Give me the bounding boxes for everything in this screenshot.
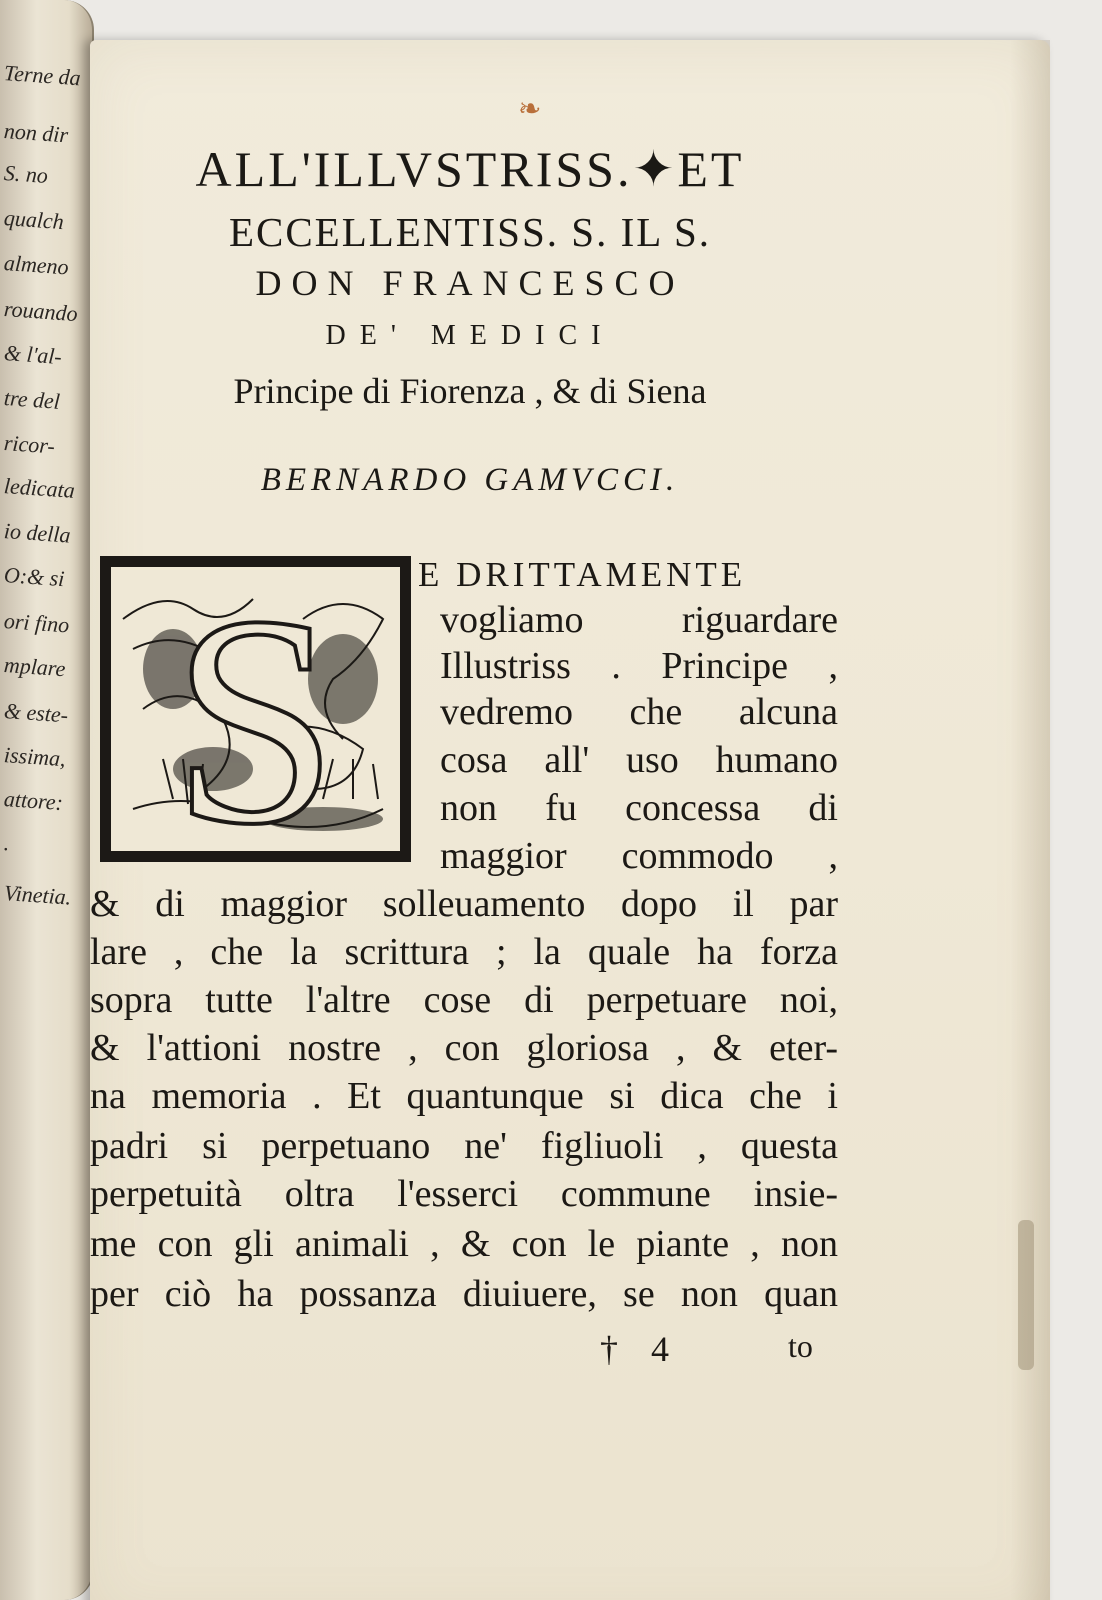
left-page-line: tre del [3,385,61,414]
title-line-1: ALL'ILLVSTRISS.✦ET [195,141,745,197]
author-line: BERNARDO GAMVCCI. [260,462,680,498]
body-line: vogliamo riguardare [440,599,838,641]
body-line: Illustriss . Principe , [440,645,838,687]
left-page-line: ledicata [3,473,76,503]
title-line-2: ECCELLENTISS. S. IL S. [228,209,712,255]
left-page-line: qualch [3,205,65,235]
body-line: padri si perpetuano ne' figliuoli , questa [90,1125,838,1167]
left-page-line: ori fino [3,608,71,638]
left-page-line: attore: [3,786,64,816]
left-page-line: non dir [3,118,69,148]
left-page-line: Vinetia. [3,880,73,910]
title-line-4: DE' MEDICI [325,320,615,351]
left-page-line: S. no [3,160,49,189]
title-line-3: DON FRANCESCO [255,263,685,303]
body-line: cosa all' uso humano [440,739,838,781]
body-line: & di maggior solleuamento dopo il par [90,883,838,925]
left-page-line: & l'al- [3,340,63,370]
left-page-line: . [3,830,11,856]
ornament-icon: ❧ [518,92,542,125]
left-page-line: io della [3,518,72,548]
body-line: & l'attioni nostre , con gloriosa , & eter- [90,1027,838,1069]
left-page-line: O:& si [3,562,66,592]
body-line: per ciò ha possanza diuiuere, se non quan [90,1273,838,1315]
body-first-line: E DRITTAMENTE [418,555,747,594]
initial-letter: S [171,559,339,859]
left-page-line: ricor- [3,430,56,459]
body-line: me con gli animali , & con le piante , non [90,1223,838,1265]
left-facing-page [0,0,94,1600]
left-page-line: mplare [3,652,67,682]
body-line: na memoria . Et quantunque si dica che i [90,1075,838,1117]
woodcut-initial-s [100,556,411,862]
page-stain [1018,1220,1034,1370]
body-line: perpetuità oltra l'esserci commune insie- [90,1173,838,1215]
body-line: maggior commodo , [440,835,838,877]
body-line: vedremo che alcuna [440,691,838,733]
left-page-line: almeno [3,250,70,280]
woodcut-illustration [103,559,408,859]
left-page-line: Terne da [3,60,82,91]
body-line: sopra tutte l'altre cose di perpetuare noi, [90,979,838,1021]
signature-mark: † 4 [600,1329,681,1369]
left-page-line: rouando [3,296,79,327]
catchword: to [788,1328,813,1364]
left-page-line: & este- [3,698,69,728]
body-line: lare , che la scrittura ; la quale ha forza [90,931,838,973]
left-page-line: issima, [3,742,67,772]
title-line-5: Principe di Fiorenza , & di Siena [233,371,707,411]
body-line: non fu concessa di [440,787,838,829]
